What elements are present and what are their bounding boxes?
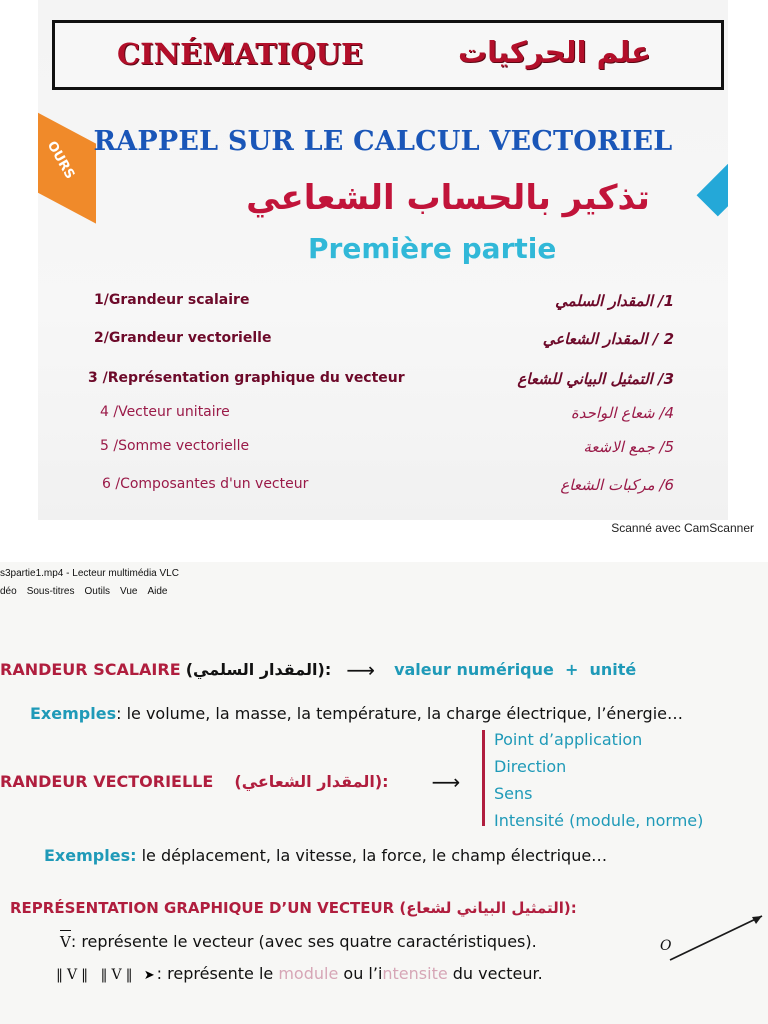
heading-french: RAPPEL SUR LE CALCUL VECTORIEL	[93, 126, 673, 157]
camscanner-watermark: Scanné avec CamScanner	[611, 521, 754, 535]
vector-line	[0, 770, 460, 794]
scalar-heading: RANDEUR SCALAIRE	[0, 660, 181, 679]
examples-vector	[44, 846, 607, 865]
norm-definition-line	[56, 964, 543, 983]
vector-arrow-line	[670, 916, 762, 960]
characteristics-bracket	[482, 730, 485, 826]
examples-label: Exemples	[30, 704, 117, 723]
characteristic-sens: Sens	[494, 784, 533, 803]
scalar-line	[0, 658, 636, 682]
heading-arabic: تذكير بالحساب الشعاعي	[246, 178, 650, 218]
examples-scalar	[30, 704, 683, 723]
cours-side-tab	[38, 106, 96, 223]
vlc-window	[0, 562, 768, 1024]
characteristic-point: Point d’application	[494, 730, 643, 749]
menu-view[interactable]: Vue	[120, 586, 138, 597]
menu-tools[interactable]: Outils	[84, 586, 111, 597]
outline-item-ar: 4/ شعاع الواحدة	[570, 404, 674, 422]
title-arabic: علم الحركيات	[458, 35, 651, 69]
window-title: s3partie1.mp4 - Lecteur multimédia VLC	[0, 568, 179, 579]
representation-heading: REPRÉSENTATION GRAPHIQUE D’UN VECTEUR	[10, 899, 395, 917]
outline-item-ar: 3/ التمثيل البياني للشعاع	[517, 370, 674, 388]
outline-item-ar: 2 / المقدار الشعاعي	[542, 330, 674, 348]
outline-item	[102, 476, 714, 504]
outline-item	[88, 370, 714, 398]
menu-subtitles[interactable]: Sous-titres	[26, 586, 75, 597]
vector-arabic: (المقدار الشعاعي):	[234, 772, 389, 791]
scalar-def-unit: unité	[589, 660, 637, 679]
norm-text-c: du vecteur.	[447, 964, 543, 983]
outline-item-ar: 1/ المقدار السلمي	[555, 292, 674, 310]
right-side-tab	[697, 156, 728, 217]
outline-item	[94, 330, 714, 358]
norm-text-a: : représente le	[156, 964, 279, 983]
outline-item-fr: 2/Grandeur vectorielle	[94, 330, 272, 346]
outline-item-fr: 6 /Composantes d'un vecteur	[102, 476, 309, 492]
norm-symbols: ‖V‖ ‖V‖	[56, 967, 137, 983]
vector-definition-line	[60, 932, 537, 951]
scalar-def-value: valeur numérique	[394, 660, 554, 679]
outline-item-fr: 1/Grandeur scalaire	[94, 292, 250, 308]
outline-item-ar: 5/ جمع الاشعة	[583, 438, 674, 456]
examples-label: Exemples:	[44, 846, 137, 865]
outline-item	[100, 438, 714, 466]
menu-bar	[0, 586, 167, 597]
cours-tab-label: OURS	[43, 138, 78, 182]
characteristic-intensite: Intensité (module, norme)	[494, 811, 704, 830]
origin-label: O	[660, 938, 672, 954]
title-box	[52, 20, 724, 90]
arrow-right-icon: ⟶	[346, 658, 375, 682]
examples-text: : le volume, la masse, la température, la charge électrique, l’énergie…	[116, 704, 683, 723]
vector-symbol: V	[60, 933, 71, 951]
arrow-right-icon: ⟶	[431, 770, 461, 794]
norm-text-b: ou l’i	[338, 964, 383, 983]
plus-sign: +	[564, 660, 579, 679]
representation-line	[10, 898, 577, 917]
slide-course-outline	[38, 0, 728, 520]
outline-item-ar: 6/ مركبات الشعاع	[560, 476, 674, 494]
norm-text-faint-2: ntensite	[382, 964, 448, 983]
outline-item-fr: 5 /Somme vectorielle	[100, 438, 250, 454]
outline-item-fr: 3 /Représentation graphique du vecteur	[88, 370, 405, 386]
vector-definition-text: : représente le vecteur (avec ses quatre caractéristiques).	[70, 932, 537, 951]
subtitle: Première partie	[308, 232, 557, 265]
menu-help[interactable]: Aide	[147, 586, 168, 597]
characteristics-list	[494, 726, 703, 834]
examples-text: le déplacement, la vitesse, la force, le champ électrique…	[136, 846, 608, 865]
characteristic-direction: Direction	[494, 757, 567, 776]
title-french: CINÉMATIQUE	[117, 37, 364, 71]
outline-item	[94, 292, 714, 320]
norm-text-faint-1: module	[278, 964, 339, 983]
representation-arabic: (التمثيل البياني لشعاع):	[399, 899, 577, 917]
outline-item	[100, 404, 714, 432]
outline-item-fr: 4 /Vecteur unitaire	[100, 404, 230, 420]
menu-video[interactable]: déo	[0, 586, 17, 597]
vector-heading: RANDEUR VECTORIELLE	[0, 772, 214, 791]
mouse-cursor-icon: ➤	[143, 968, 155, 983]
scalar-arabic: (المقدار السلمي):	[185, 660, 332, 679]
